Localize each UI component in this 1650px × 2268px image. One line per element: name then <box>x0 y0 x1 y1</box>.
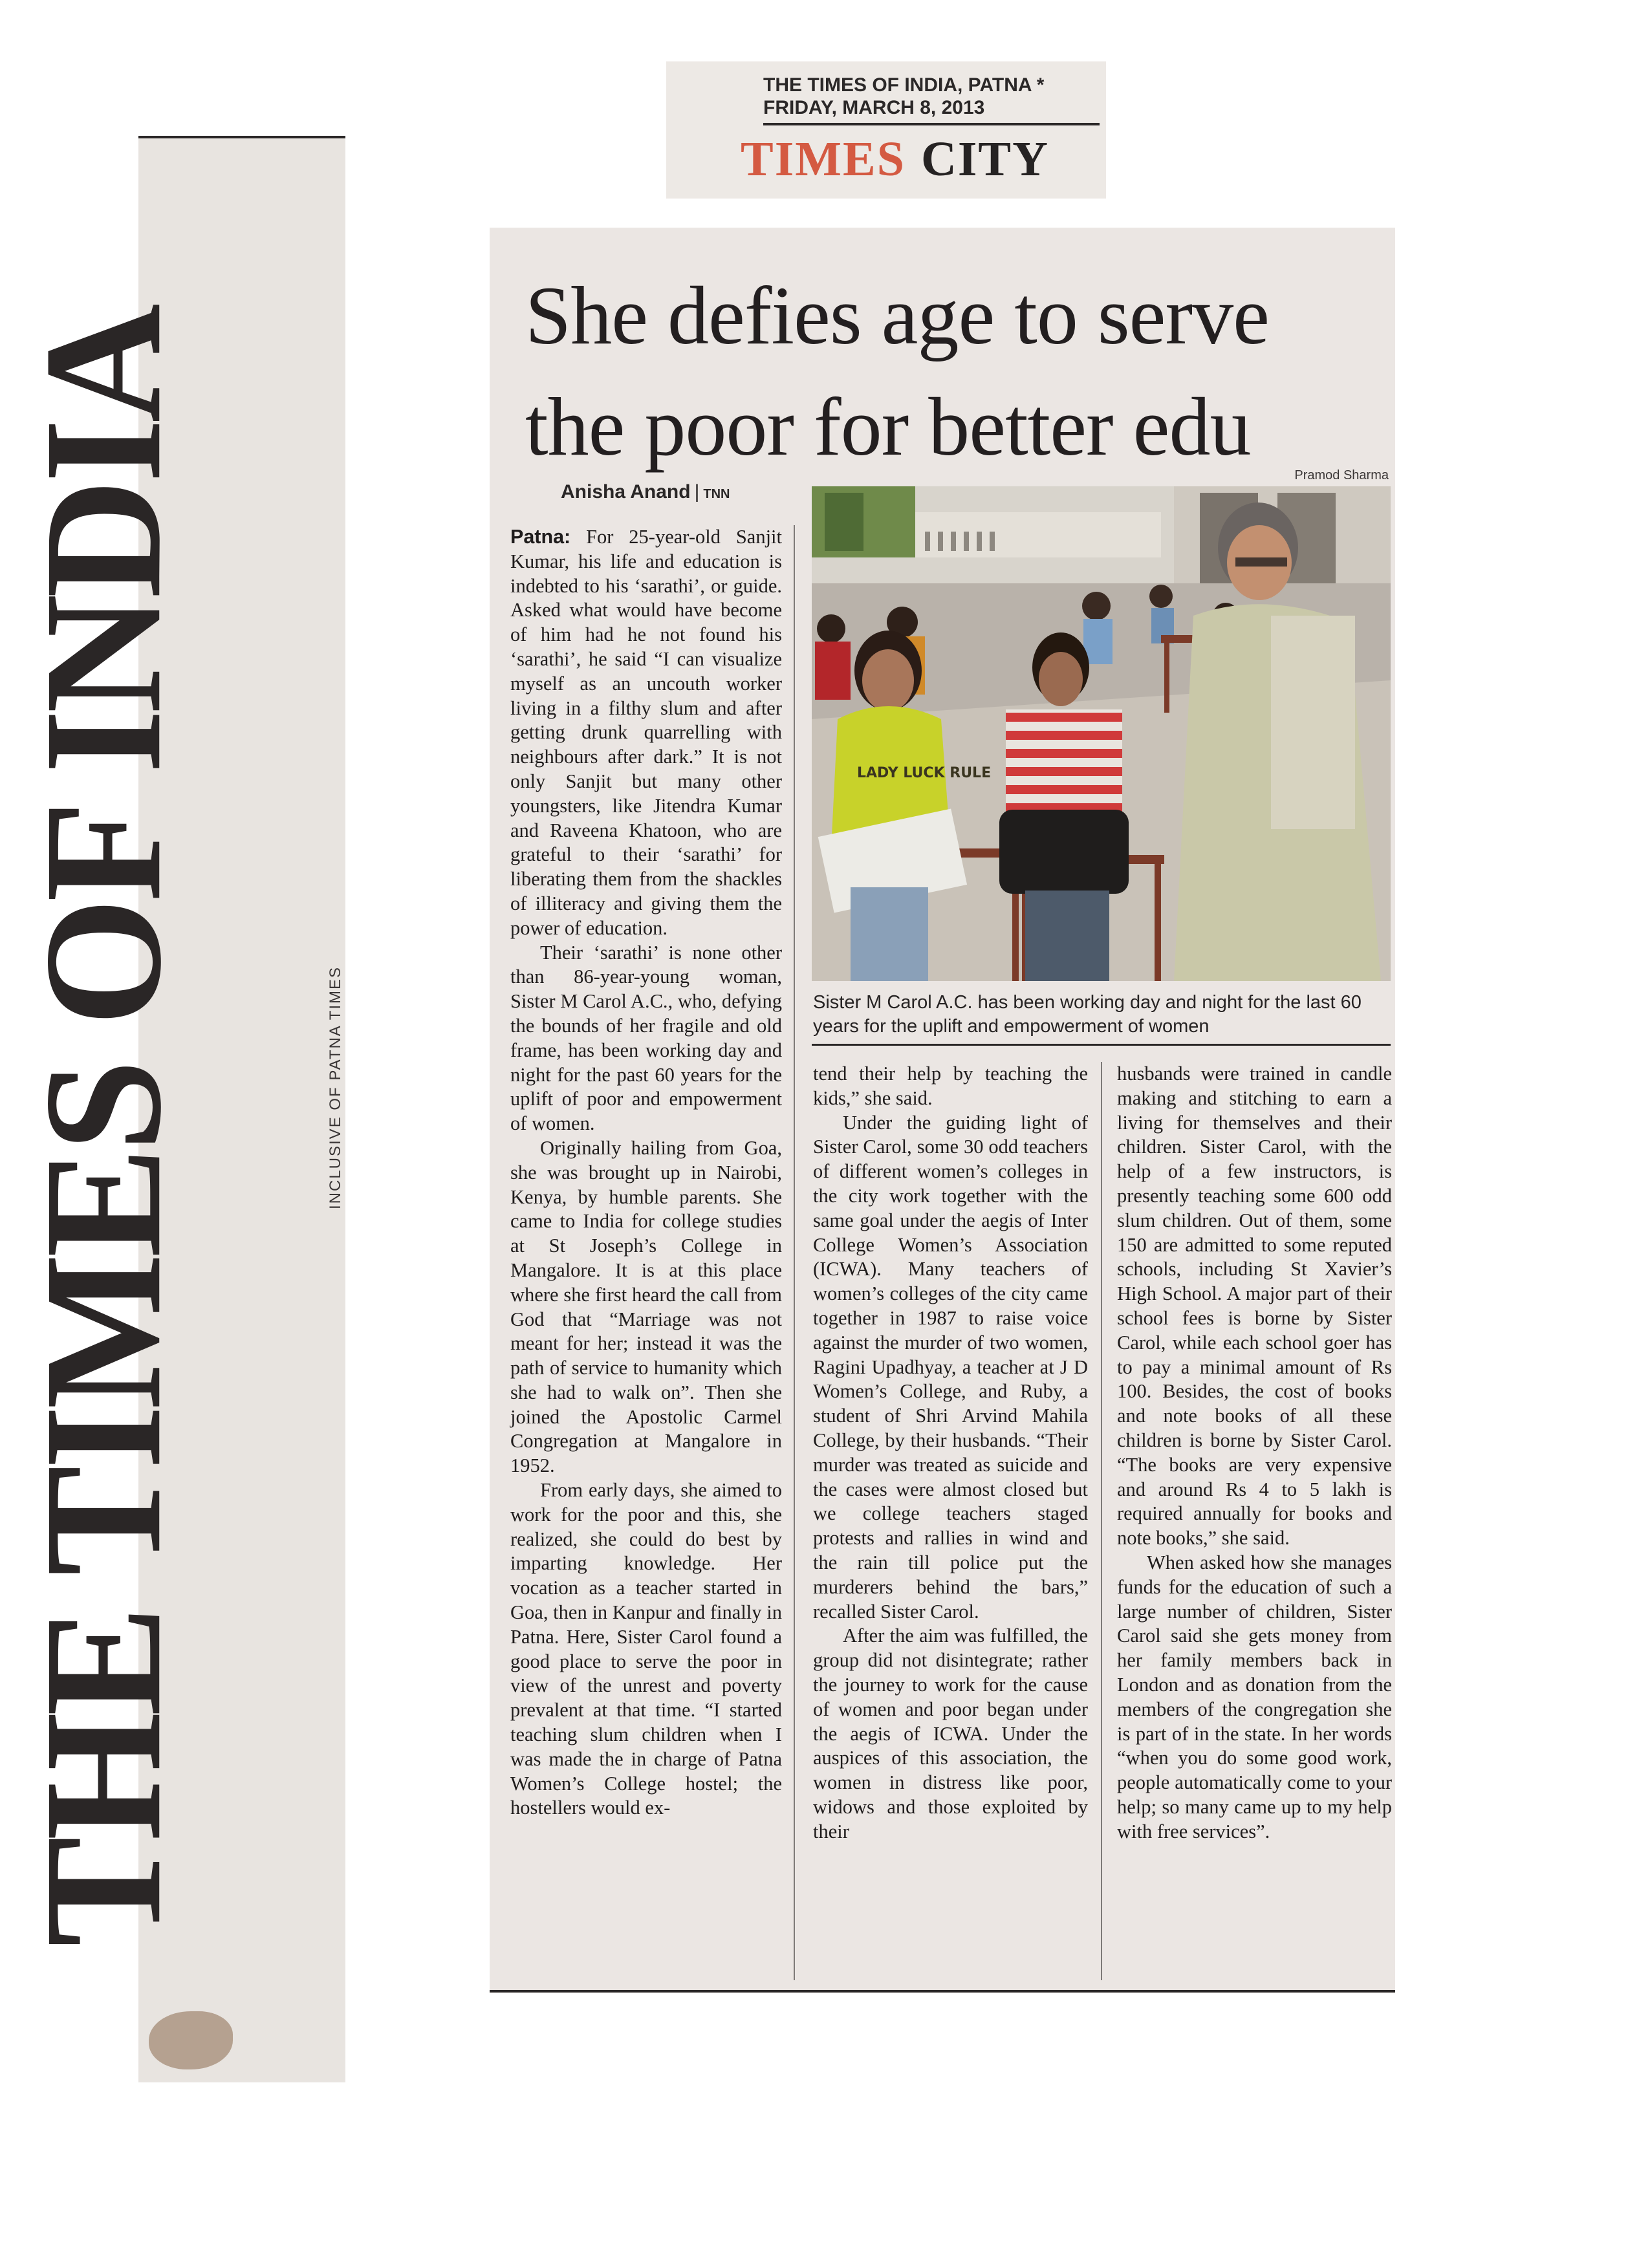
section-slug <box>666 61 1106 199</box>
col1-paragraph-1-text: For 25-year-old Sanjit Kumar, his life and education is indebted to his ‘sarathi’, or guide. Asked what would have become of him had he not found his ‘sarathi’, he said “I can visualize myself as an uncouth worker living in a filthy slum and after getting drunk quarrelling with neighbours after dark.” It is not only Sanjit but many other youngsters, like Jitendra Kumar and Raveena Khatoon, who are grateful to their ‘sarathi’ for liberating them from the shackles of illiteracy and giving them the power of education. <box>510 526 782 939</box>
slug-rule <box>763 123 1100 125</box>
col1-paragraph-2: Their ‘sarathi’ is none other than 86-year-young woman, Sister M Carol A.C., who, defying the bounds of her fragile and old frame, has been working day and night for the past 60 years for the uplift of poor and empowerment of women. <box>510 941 782 1135</box>
column-rule-2 <box>1101 1062 1102 1980</box>
photo-caption: Sister M Carol A.C. has been working day and night for the last 60 years for the uplift and empowerment of women <box>813 992 1362 1037</box>
paper-stain <box>149 2011 233 2069</box>
section-title <box>741 131 1049 188</box>
col3-paragraph-2: When asked how she manages funds for the education of such a large number of children, Sister Carol said she gets money from her family members back in London and as donation from the members of the congregation she is part of in the state. In her words “when you do some good work, people automatically come to your help; so many came up to my help with free services”. <box>1117 1551 1392 1842</box>
headline-line-2: the poor for better edu <box>525 381 1251 473</box>
article-photo <box>812 486 1391 981</box>
col2-paragraph-1: tend their help by teaching the kids,” she said. <box>813 1063 1088 1109</box>
article-column-2 <box>813 1062 1088 1844</box>
slug-date: FRIDAY, MARCH 8, 2013 <box>763 97 985 118</box>
headline-line-1: She defies age to serve <box>525 270 1269 362</box>
masthead-subtitle: INCLUSIVE OF PATNA TIMES <box>327 966 344 1209</box>
masthead-rule <box>138 136 345 138</box>
article-column-3 <box>1117 1062 1392 1844</box>
byline: Anisha Anand | TNN <box>561 481 730 502</box>
article-column-1 <box>510 525 782 1820</box>
section-title-red: TIMES <box>741 132 906 186</box>
shirt-text: LADY LUCK RULE <box>857 765 992 781</box>
photo-credit: Pramod Sharma <box>1294 468 1389 482</box>
masthead-title: THE TIMES OF INDIA <box>10 307 197 1947</box>
col1-paragraph-3: Originally hailing from Goa, she was brought up in Nairobi, Kenya, by humble parents. She came to India for college studies at St Joseph’s College in Mangalore. It is at this place where she first heard the call from God that “Marriage was not meant for her; instead it was the path of service to humanity which she had to walk on”. Then she joined the Apostolic Carmel Congregation at Mangalore in 1952. <box>510 1136 782 1477</box>
section-title-black: CITY <box>920 132 1050 186</box>
col1-paragraph-1 <box>510 525 782 941</box>
col1-paragraph-4: From early days, she aimed to work for the poor and this, she realized, she could do best by imparting knowledge. Her vocation as a teacher started in Goa, then in Kanpur and finally in Patna. Here, Sister Carol found a good place to serve the poor in view of the unrest and poverty prevalent at that time. “I started teaching slum children when I was made the in charge of Patna Women’s College hostel; the hostellers would ex- <box>510 1479 782 1819</box>
col3-paragraph-1: husbands were trained in candle making and stitching to earn a living for themselves and their children. Sister Carol, with the help of a few instructors, is presently teaching some 600 odd slum children. Out of them, some 150 are admitted to some reputed schools, including St Xavier’s High School. A major part of their school fees is borne by Sister Carol, while each school goer has to pay a minimal amount of Rs 100. Besides, the cost of books and note books of all these children is borne by Sister Carol. “The books are very expensive and around Rs 4 to 5 lakh is required annually for books and note books,” she said. <box>1117 1063 1392 1550</box>
headline <box>525 260 1392 482</box>
article-clipping <box>490 228 1395 1993</box>
column-rule-1 <box>794 525 795 1980</box>
byline-agency: TNN <box>703 487 730 501</box>
photo-illustration <box>812 486 1391 981</box>
article-bottom-rule <box>490 1990 1395 1993</box>
col2-paragraph-3: After the aim was fulfilled, the group did not disintegrate; rather the journey to work for the cause of women and poor began under the aegis of ICWA. Under the auspices of this association, the women in distress like poor, widows and those exploited by their <box>813 1625 1088 1842</box>
byline-author: Anisha Anand <box>561 481 691 502</box>
caption-rule <box>812 1044 1391 1046</box>
slug-paper-name: THE TIMES OF INDIA, PATNA * <box>763 74 1045 96</box>
col2-paragraph-2: Under the guiding light of Sister Carol, some 30 odd teachers of different women’s colleges in the city work together with the same goal under the aegis of Inter College Women’s Association (ICWA). Many teachers of women’s colleges of the city came together in 1987 to raise voice against the murder of two women, Ragini Upadhyay, a teacher at J D Women’s College, and Ruby, a student of Shri Arvind Mahila College, by their husbands. “Their murder was treated as suicide and the cases were almost closed but we college teachers staged protests and rallies in wind and the rain till police put the murderers behind the bars,” recalled Sister Carol. <box>813 1111 1088 1623</box>
dateline: Patna: <box>510 526 571 548</box>
